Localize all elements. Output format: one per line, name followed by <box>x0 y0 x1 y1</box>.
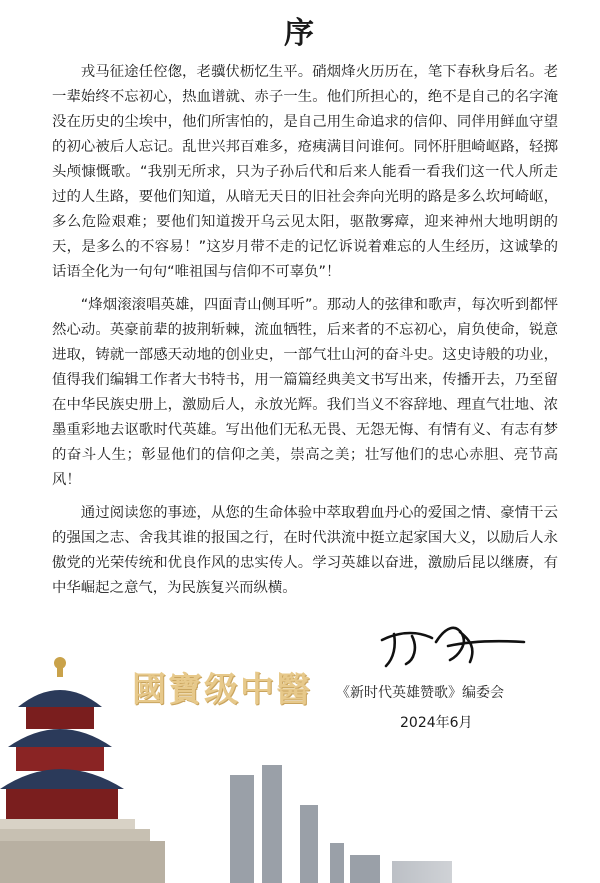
document-date: 2024年6月 <box>400 715 473 731</box>
calligraphy-stamp: 國寶级中醫 <box>132 670 312 710</box>
temple-skyline-illustration <box>0 655 600 883</box>
document-title: 序 <box>284 16 316 51</box>
document-body <box>52 60 558 609</box>
committee-name: 《新时代英雄赞歌》编委会 <box>336 685 504 701</box>
paragraph: 戎马征途任倥偬，老骥伏枥忆生平。硝烟烽火历历在，笔下春秋身后名。老一辈始终不忘初心，热血谱就、赤子一生。他们所担心的，绝不是自己的名字淹没在历史的尘埃中，他们所害怕的，是自己用生命追求的信仰、同伴用鲜血守望的初心被后人忘记。乱世兴邦百难多，疮痍满目问谁何。同怀肝胆崎岖路，轻掷头颅慷慨歌。“我别无所求，只为子孙后代和后来人能看一看我们这一代人所走过的人生路，要他们知道，从暗无天日的旧社会奔向光明的路是多么坎坷崎岖，多么危险艰难；要他们知道拨开乌云见太阳，驱散雾瘴，迎来神州大地明朗的天，是多么的不容易！”这岁月带不走的记忆诉说着难忘的人生经历，这诚挚的话语全化为一句句“唯祖国与信仰不可辜负”！ <box>52 64 558 280</box>
paragraph: 通过阅读您的事迹，从您的生命体验中萃取碧血丹心的爱国之情、豪情干云的强国之志、舍我其谁的报国之行，在时代洪流中挺立起家国大义，以励后人永傲党的光荣传统和优良作风的忠实传人。学习英雄以奋进，激励后昆以继赓，有中华崛起之意气，为民族复兴而纵横。 <box>52 505 558 596</box>
paragraph: “烽烟滚滚唱英雄，四面青山侧耳听”。那动人的弦律和歌声，每次听到都怦然心动。英豪前辈的披荆斩棘，流血牺牲，后来者的不忘初心，肩负使命，锐意进取，铸就一部感天动地的创业史，一部气壮山河的奋斗史。这史诗般的功业，值得我们编辑工作者大书特书，用一篇篇经典美文书写出来，传播开去，乃至留在中华民族史册上，激励后人，永放光辉。我们当义不容辞地、理直气壮地、浓墨重彩地去讴歌时代英雄。写出他们无私无畏、无怨无悔、有情有义、有志有梦的奋斗人生；彰显他们的信仰之美，崇高之美；壮写他们的忠心赤胆、亮节高风！ <box>52 297 558 488</box>
temple-of-heaven-icon <box>0 657 165 883</box>
